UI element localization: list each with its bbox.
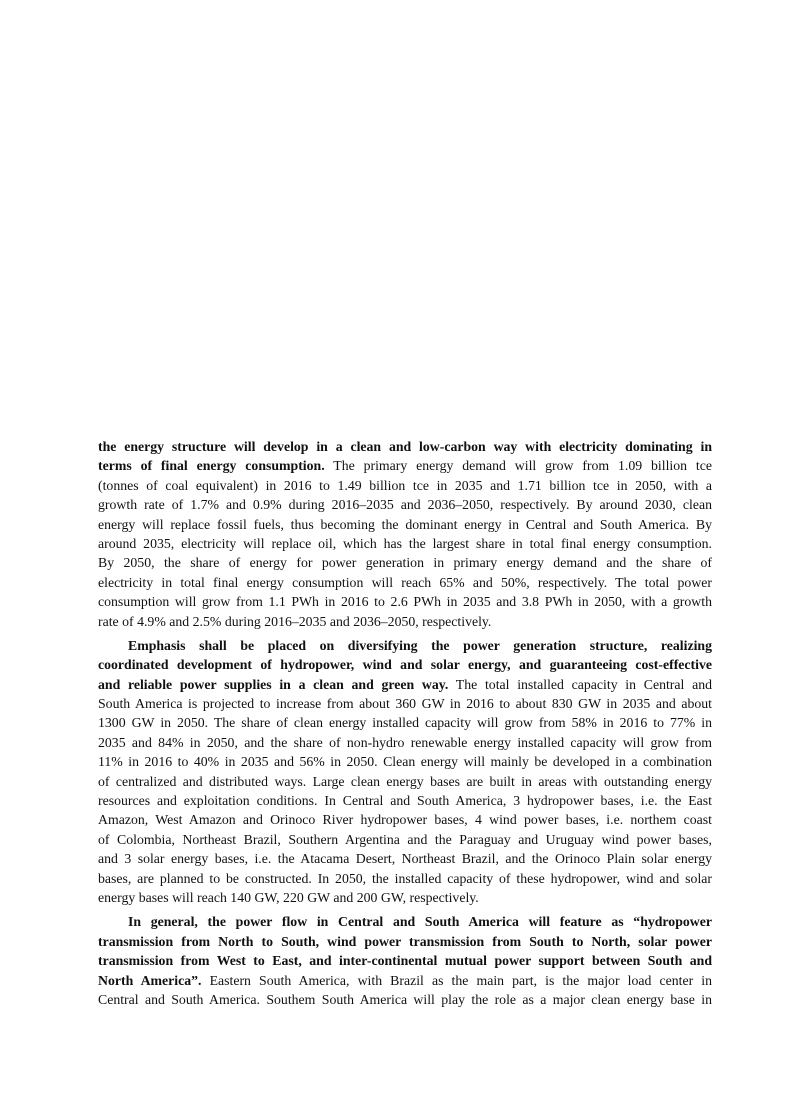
paragraph xyxy=(98,636,712,907)
body-text: energy bases will reach 140 GW, 220 GW and 200 GW, respectively. xyxy=(98,889,479,905)
text-line xyxy=(98,694,712,713)
text-line xyxy=(98,990,712,1009)
body-text: Amazon, West Amazon and Orinoco River hydropower bases, 4 wind power bases, i.e. northem coast xyxy=(98,812,712,828)
text-line xyxy=(98,553,712,572)
text-line xyxy=(98,912,712,931)
body-text: 11% in 2016 to 40% in 2035 and 56% in 2050. Clean energy will mainly be developed in a combination xyxy=(98,754,712,770)
bold-lead-text: Emphasis shall be placed on diversifying the power generation structure, realizing xyxy=(128,637,712,653)
text-line xyxy=(98,476,712,495)
body-text: resources and exploitation conditions. In Central and South America, 3 hydropower bases, i.e. the East xyxy=(98,793,712,809)
text-line xyxy=(98,713,712,732)
body-text: Eastern South America, with Brazil as the main part, is the major load center in xyxy=(201,972,712,988)
bold-lead-text: coordinated development of hydropower, wind and solar energy, and guaranteeing cost-effective xyxy=(98,657,712,673)
document-body xyxy=(98,437,712,1014)
body-text: By 2050, the share of energy for power generation in primary energy demand and the share of xyxy=(98,555,712,571)
body-text: energy will replace fossil fuels, thus becoming the dominant energy in Central and South America. By xyxy=(98,516,712,532)
text-line xyxy=(98,515,712,534)
text-line xyxy=(98,573,712,592)
body-text: of centralized and distributed ways. Large clean energy bases are built in areas with outstanding energy xyxy=(98,773,712,789)
bold-lead-text: transmission from North to South, wind power transmission from South to North, solar power xyxy=(98,933,712,949)
text-line xyxy=(98,932,712,951)
text-line xyxy=(98,675,712,694)
text-line xyxy=(98,791,712,810)
bold-lead-text: transmission from West to East, and inter-continental mutual power support between South and xyxy=(98,953,712,969)
body-text: The primary energy demand will grow from 1.09 billion tce xyxy=(324,458,712,474)
text-line xyxy=(98,733,712,752)
text-line xyxy=(98,592,712,611)
body-text: Central and South America. Southem South America will play the role as a major clean energy base in xyxy=(98,991,712,1007)
text-line xyxy=(98,655,712,674)
body-text: electricity in total final energy consumption will reach 65% and 50%, respectively. The total power xyxy=(98,574,712,590)
text-line xyxy=(98,971,712,990)
body-text: The total installed capacity in Central and xyxy=(448,676,712,692)
body-text: around 2035, electricity will replace oil, which has the largest share in total final energy consumption. xyxy=(98,535,712,551)
body-text: consumption will grow from 1.1 PWh in 2016 to 2.6 PWh in 2035 and 3.8 PWh in 2050, with a growth xyxy=(98,594,712,610)
bold-lead-text: terms of final energy consumption. xyxy=(98,458,325,474)
body-text: 2035 and 84% in 2050, and the share of non-hydro renewable energy installed capacity will grow from xyxy=(98,734,712,750)
body-text: rate of 4.9% and 2.5% during 2016–2035 and 2036–2050, respectively. xyxy=(98,613,492,629)
text-line xyxy=(98,772,712,791)
body-text: bases, are planned to be constructed. In 2050, the installed capacity of these hydropower, wind and solar xyxy=(98,870,712,886)
text-line xyxy=(98,437,712,456)
bold-lead-text: the energy structure will develop in a clean and low-carbon way with electricity dominating in xyxy=(98,439,712,454)
text-line xyxy=(98,869,712,888)
body-text: South America is projected to increase from about 360 GW in 2016 to about 830 GW in 2035 and about xyxy=(98,696,712,712)
bold-lead-text: North America”. xyxy=(98,972,202,988)
text-line xyxy=(98,495,712,514)
body-text: of Colombia, Northeast Brazil, Southern Argentina and the Paraguay and Uruguay wind power bases, xyxy=(98,831,712,847)
body-text: growth rate of 1.7% and 0.9% during 2016–2035 and 2036–2050, respectively. By around 2030, clean xyxy=(98,497,712,513)
text-line xyxy=(98,636,712,655)
text-line xyxy=(98,830,712,849)
body-text: (tonnes of coal equivalent) in 2016 to 1.49 billion tce in 2035 and 1.71 billion tce in 2050, with a xyxy=(98,477,712,493)
text-line xyxy=(98,752,712,771)
text-line xyxy=(98,534,712,553)
paragraph xyxy=(98,912,712,1009)
text-line xyxy=(98,849,712,868)
body-text: 1300 GW in 2050. The share of clean energy installed capacity will grow from 58% in 2016 to 77% in xyxy=(98,715,712,731)
bold-lead-text: In general, the power flow in Central and South America will feature as “hydropower xyxy=(128,914,712,930)
text-line xyxy=(98,810,712,829)
text-line xyxy=(98,456,712,475)
text-line xyxy=(98,612,712,631)
paragraph xyxy=(98,437,712,631)
body-text: and 3 solar energy bases, i.e. the Atacama Desert, Northeast Brazil, and the Orinoco Plain solar energy xyxy=(98,851,712,867)
text-line xyxy=(98,888,712,907)
text-line xyxy=(98,951,712,970)
bold-lead-text: and reliable power supplies in a clean and green way. xyxy=(98,676,449,692)
